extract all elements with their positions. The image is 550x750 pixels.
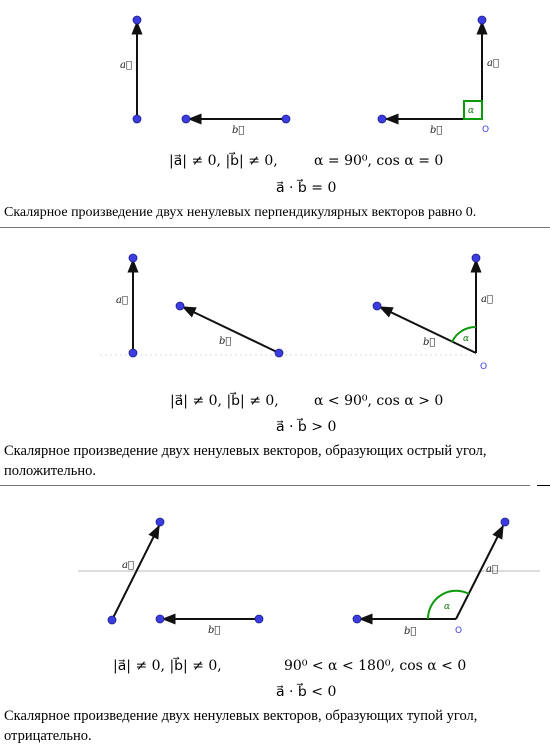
caption-obtuse	[4, 706, 477, 746]
point	[373, 302, 381, 310]
vector-b-label: b⃗	[232, 125, 245, 136]
point	[156, 615, 164, 623]
formula-dot-product: a⃗ · b⃗ < 0	[276, 684, 337, 700]
diagram-perpendicular-vectors	[0, 0, 550, 140]
point	[108, 616, 116, 624]
vector-b-label: b⃗	[423, 337, 436, 348]
vector-b-label: b⃗	[208, 625, 221, 636]
caption-line: Скалярное произведение двух ненулевых векторов, образующих острый угол,	[4, 443, 487, 459]
caption-line: положительно.	[4, 463, 96, 479]
formula-magnitudes: |a⃗| ≠ 0, |b⃗| ≠ 0,	[169, 153, 278, 169]
formula-angle: α < 90⁰, cos α > 0	[314, 393, 444, 409]
caption-perpendicular: Скалярное произведение двух ненулевых перпендикулярных векторов равно 0.	[4, 205, 477, 220]
point	[378, 115, 386, 123]
formula-angle: 90⁰ < α < 180⁰, cos α < 0	[284, 658, 467, 674]
vector-a	[112, 526, 159, 620]
vector-b-label: b⃗	[219, 336, 232, 347]
vector-a-label: a⃗	[486, 564, 498, 575]
alpha-label: α	[468, 106, 475, 116]
vector-a-label: a⃗	[116, 295, 128, 306]
formula-dot-product: a⃗ · b⃗ = 0	[276, 180, 337, 196]
point	[182, 115, 190, 123]
vector-b-label: b⃗	[430, 125, 443, 136]
point	[156, 518, 164, 526]
formula-angle: α = 90⁰, cos α = 0	[314, 153, 444, 169]
vector-a-label: a⃗	[120, 60, 132, 71]
vector-b-label: b⃗	[404, 626, 417, 637]
caption-acute	[4, 441, 487, 481]
section-divider	[0, 227, 550, 228]
section-divider	[537, 485, 550, 486]
diagram-obtuse-angle	[0, 500, 550, 640]
point	[129, 349, 137, 357]
point	[472, 254, 480, 262]
origin-label: O	[480, 362, 488, 372]
alpha-label: α	[463, 334, 470, 344]
vector-a-label: a⃗	[487, 58, 499, 69]
formula-magnitudes: |a⃗| ≠ 0, |b⃗| ≠ 0,	[113, 658, 222, 674]
alpha-label: α	[444, 602, 451, 612]
formula-dot-product: a⃗ · b⃗ > 0	[276, 419, 337, 435]
caption-line: отрицательно.	[4, 728, 92, 744]
point	[133, 16, 141, 24]
point	[255, 615, 263, 623]
section-divider	[0, 485, 530, 486]
origin-label: O	[455, 626, 463, 636]
point	[282, 115, 290, 123]
point	[501, 518, 509, 526]
caption-line: Скалярное произведение двух ненулевых векторов, образующих тупой угол,	[4, 708, 478, 724]
point	[176, 302, 184, 310]
origin-label: O	[482, 125, 490, 135]
diagram-acute-angle	[0, 240, 550, 380]
point	[129, 254, 137, 262]
vector-a-label: a⃗	[122, 560, 134, 571]
point	[275, 349, 283, 357]
point	[133, 115, 141, 123]
vector-a-label: a⃗	[481, 294, 493, 305]
point	[353, 615, 361, 623]
formula-magnitudes: |a⃗| ≠ 0, |b⃗| ≠ 0,	[170, 393, 279, 409]
point	[478, 16, 486, 24]
